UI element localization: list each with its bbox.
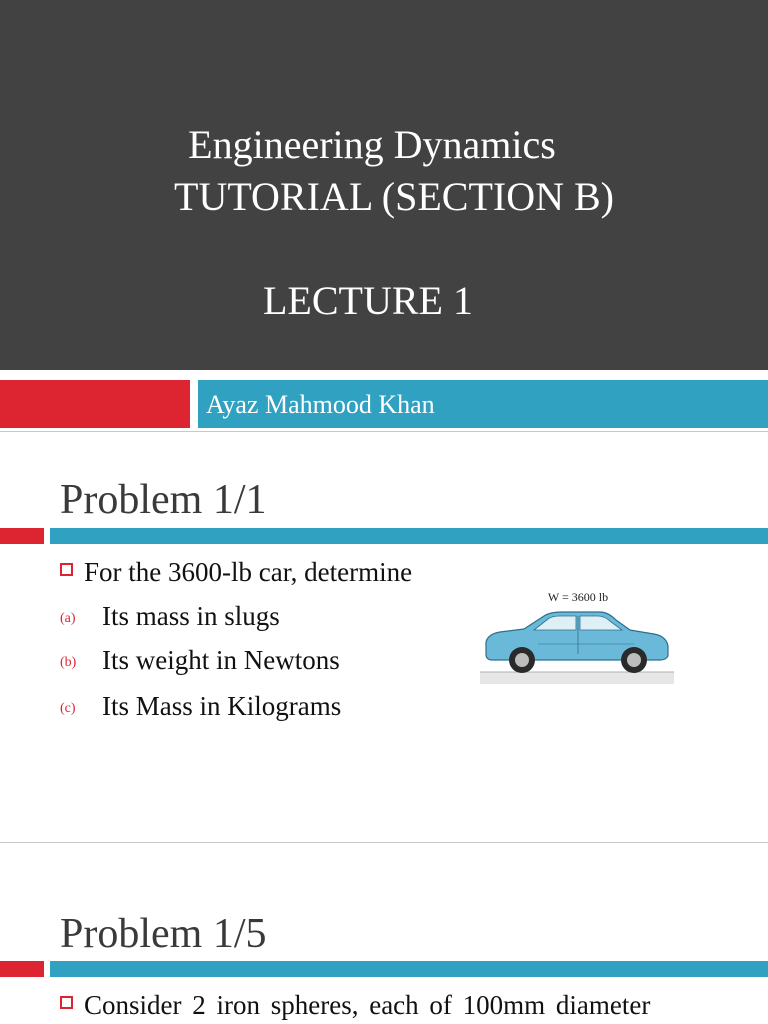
list-item-text: Its mass in slugs: [102, 601, 280, 631]
title-red-bar: [0, 961, 44, 977]
title-teal-bar: [50, 961, 768, 977]
list-marker: (a): [60, 611, 76, 626]
problem-intro-text: Consider 2 iron spheres, each of 100mm diameter: [84, 990, 651, 1020]
slide-separator: [0, 842, 768, 843]
problem-intro-text: For the 3600-lb car, determine: [84, 557, 413, 587]
tutorial-title: TUTORIAL (SECTION B): [174, 174, 614, 219]
weight-label: W = 3600 lb: [547, 590, 609, 604]
title-red-bar: [0, 528, 44, 544]
car-figure: [478, 590, 678, 688]
slide-separator: [0, 431, 768, 432]
list-item-text: Its weight in Newtons: [102, 645, 340, 675]
problem-intro: [60, 556, 412, 588]
problem-title: Problem 1/1: [60, 477, 267, 523]
title-teal-bar: [50, 528, 768, 544]
list-marker: (b): [60, 655, 77, 670]
car-icon: [478, 590, 678, 688]
problem-intro: [60, 989, 650, 1021]
list-item: [60, 600, 280, 635]
square-bullet-icon: [60, 996, 73, 1009]
author-name: Ayaz Mahmood Khan: [206, 390, 435, 419]
red-accent-band: [0, 380, 190, 428]
list-item: [60, 690, 341, 725]
course-title: Engineering Dynamics: [188, 122, 556, 167]
list-item: [60, 644, 340, 679]
problem-title: Problem 1/5: [60, 911, 267, 957]
list-item-text: Its Mass in Kilograms: [102, 691, 342, 721]
list-marker: (c): [60, 701, 76, 716]
square-bullet-icon: [60, 563, 73, 576]
lecture-title: LECTURE 1: [263, 278, 473, 323]
